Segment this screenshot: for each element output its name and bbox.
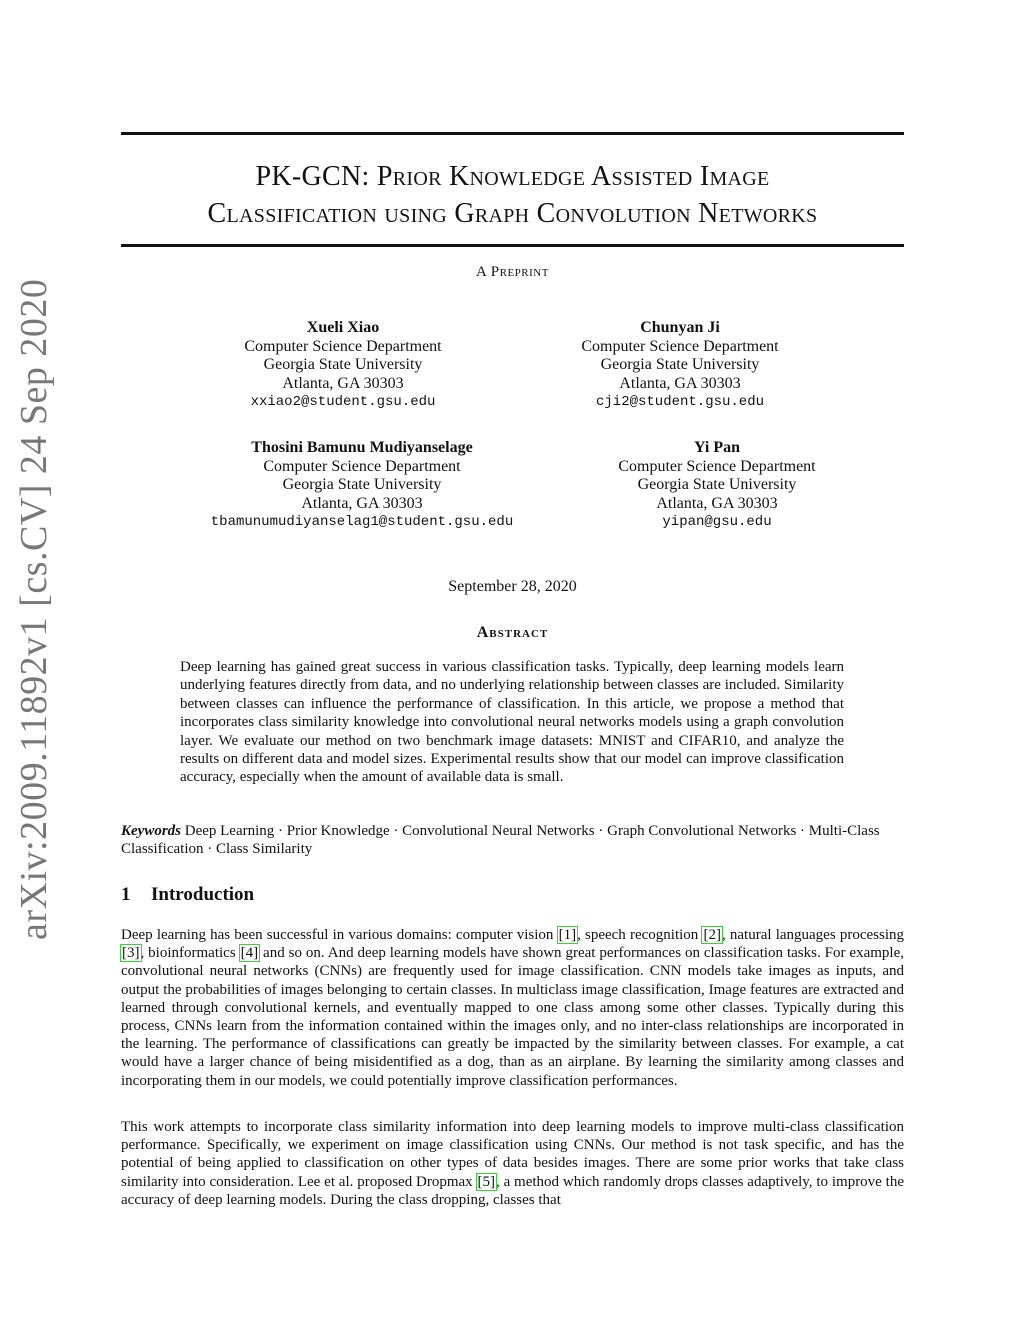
- text-run: , bioinformatics: [140, 945, 240, 962]
- citation-link[interactable]: [3]: [122, 945, 140, 962]
- text-run: , speech recognition: [577, 927, 703, 943]
- author-addr: Atlanta, GA 30303: [282, 374, 404, 392]
- author-univ: Georgia State University: [263, 356, 423, 373]
- author-block: [530, 319, 830, 412]
- section-title: Introduction: [151, 884, 255, 905]
- author-dept: Computer Science Department: [581, 337, 779, 355]
- citation-link[interactable]: [1]: [558, 927, 577, 943]
- abstract-heading: Abstract: [476, 624, 549, 641]
- section-number: 1: [121, 884, 131, 905]
- author-addr: Atlanta, GA 30303: [656, 494, 778, 512]
- author-name: Xueli Xiao: [306, 319, 380, 336]
- author-dept: Computer Science Department: [263, 457, 461, 475]
- preprint-label: A Preprint: [476, 264, 549, 280]
- author-univ: Georgia State University: [282, 476, 442, 493]
- citation-link[interactable]: [4]: [240, 945, 259, 962]
- author-name: Thosini Bamunu Mudiyanselage: [251, 439, 473, 456]
- author-email[interactable]: cji2@student.gsu.edu: [595, 394, 765, 410]
- title-line-1: PK-GCN: Prior Knowledge Assisted Image: [255, 161, 770, 192]
- title-line-2: Classification using Graph Convolution Networks: [207, 198, 818, 229]
- intro-paragraph-1: [121, 926, 904, 1090]
- arxiv-identifier: arXiv:2009.11892v1 [cs.CV] 24 Sep 2020: [13, 278, 55, 940]
- bottom-rule: [121, 244, 904, 247]
- author-addr: Atlanta, GA 30303: [619, 374, 741, 392]
- text-run: Deep learning has been successful in various domains: computer vision: [121, 927, 558, 943]
- author-name: Chunyan Ji: [640, 319, 720, 336]
- keywords-text: Deep Learning · Prior Knowledge · Convolutional Neural Networks · Graph Convolutional Networks · Multi-Class Classification · Class Similarity: [121, 823, 880, 858]
- author-block: [567, 439, 867, 532]
- author-univ: Georgia State University: [637, 476, 797, 493]
- author-email[interactable]: xxiao2@student.gsu.edu: [250, 394, 436, 410]
- author-block: [193, 319, 493, 412]
- author-univ: Georgia State University: [600, 356, 760, 373]
- author-addr: Atlanta, GA 30303: [301, 494, 423, 512]
- author-email[interactable]: tbamunumudiyanselag1@student.gsu.edu: [210, 514, 514, 530]
- top-rule: [121, 132, 904, 135]
- author-block: [182, 439, 542, 532]
- text-run: and so on. And deep learning models have shown great performances on classification tasks. For example, convolutional neural networks (CNNs) are frequently used for image classification. CNN models take images as inputs, and output the probabilities of images belonging to certain classes. In multiclass image classification, Image features are extracted and learned through convolutional kernels, and eventually mapped to one class among some other classes. Typically during this process, CNNs learn from the information contained within the images only, and no inter-class relationships are incorporated in the learning. The performance of classifications can greatly be impacted by the similarity between classes. For example, a cat would have a larger chance of being misidentified as a dog, than as an airplane. By learning the similarity among classes and incorporating them in our models, we could potentially improve classification performances.: [121, 945, 904, 1089]
- author-email[interactable]: yipan@gsu.edu: [662, 514, 772, 530]
- abstract-text: Deep learning has gained great success in various classification tasks. Typically, deep learning models learn underlying features directly from data, and no underlying relationship between classes are included. Similarity between classes can influence the performance of classification. In this article, we propose a method that incorporates class similarity knowledge into convolutional neural networks models using a graph convolution layer. We evaluate our method on two benchmark image datasets: MNIST and CIFAR10, and analyze the results on different data and model sizes. Experimental results show that our model can improve classification accuracy, especially when the amount of available data is small.: [180, 659, 844, 786]
- citation-link[interactable]: [2]: [703, 927, 721, 943]
- publication-date: September 28, 2020: [448, 578, 577, 595]
- paper-title: [121, 158, 904, 232]
- intro-paragraph-2: [121, 1118, 904, 1209]
- keywords: [121, 822, 904, 859]
- author-name: Yi Pan: [693, 439, 741, 456]
- author-dept: Computer Science Department: [244, 337, 442, 355]
- keywords-label: Keywords: [121, 823, 181, 839]
- author-dept: Computer Science Department: [618, 457, 816, 475]
- text-run: This work attempts to incorporate class similarity information into deep learning models to improve multi-class classification performance. Specifically, we experiment on image classification using CNNs. Our method is not task specific, and has the potential of being applied to classification on other types of data besides images. There are some prior works that take class similarity into consideration. Lee et al. proposed Dropmax: [121, 1119, 904, 1190]
- citation-link[interactable]: [5]: [477, 1173, 495, 1190]
- text-run: , a method which randomly drops classes adaptively, to improve the accuracy of deep learning models. During the class dropping, classes that: [121, 1173, 904, 1208]
- section-heading: [121, 884, 254, 906]
- text-run: , natural languages processing: [721, 927, 904, 943]
